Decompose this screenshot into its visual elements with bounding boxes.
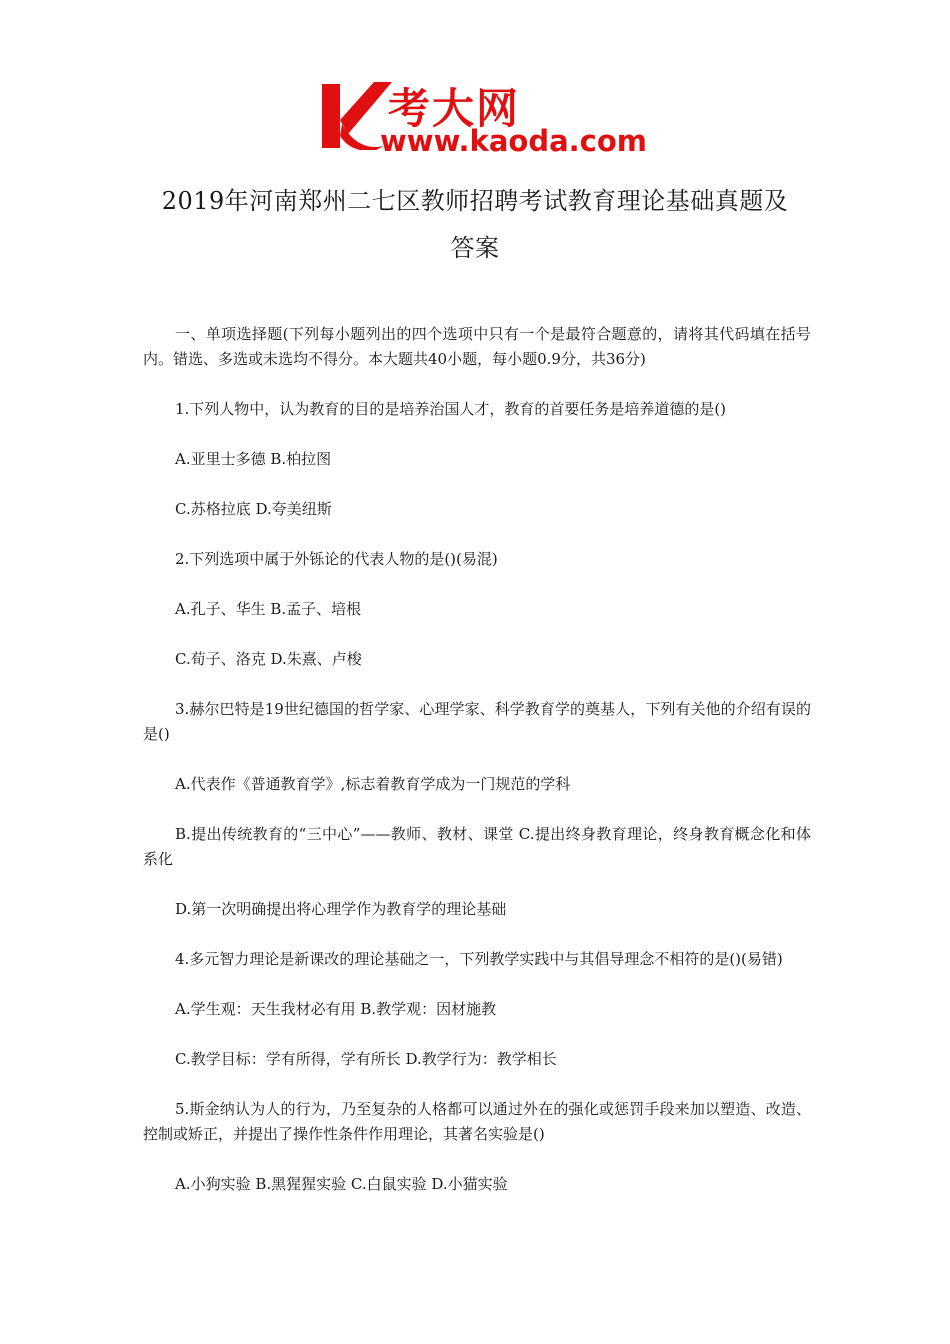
question-5-options: A.小狗实验 B.黑猩猩实验 C.白鼠实验 D.小猫实验 xyxy=(175,1175,508,1193)
logo-url-text: www.kaoda.com xyxy=(380,124,647,158)
question-4-options-ab: A.学生观：天生我材必有用 B.教学观：因材施教 xyxy=(175,1000,497,1018)
question-1-options-ab: A.亚里士多德 B.柏拉图 xyxy=(175,450,332,468)
title-line-2: 答案 xyxy=(450,234,500,262)
document-body xyxy=(143,322,811,1222)
logo-brand-text: 考大网 xyxy=(388,84,521,133)
question-3-options-bc: B.提出传统教育的“三中心”——教师、教材、课堂 C.提出终身教育理论，终身教育概念化和体系化 xyxy=(143,825,811,868)
question-3-option-d: D.第一次明确提出将心理学作为教育学的理论基础 xyxy=(175,900,507,918)
question-1: 1.下列人物中，认为教育的目的是培养治国人才，教育的首要任务是培养道德的是() xyxy=(175,400,727,418)
question-4: 4.多元智力理论是新课改的理论基础之一，下列教学实践中与其倡导理念不相符的是()(易错) xyxy=(175,950,783,968)
question-5: 5.斯金纳认为人的行为，乃至复杂的人格都可以通过外在的强化或惩罚手段来加以塑造、改造、控制或矫正，并提出了操作性条件作用理论，其著名实验是() xyxy=(143,1100,811,1143)
question-2-options-ab: A.孔子、华生 B.孟子、培根 xyxy=(175,600,362,618)
question-3-option-a: A.代表作《普通教育学》,标志着教育学成为一门规范的学科 xyxy=(175,775,571,793)
question-2: 2.下列选项中属于外铄论的代表人物的是()(易混) xyxy=(175,550,498,568)
question-1-options-cd: C.苏格拉底 D.夸美纽斯 xyxy=(175,500,332,518)
kaoda-logo xyxy=(318,80,647,160)
question-4-options-cd: C.教学目标：学有所得，学有所长 D.教学行为：教学相长 xyxy=(175,1050,557,1068)
title-line-1: 2019年河南郑州二七区教师招聘考试教育理论基础真题及 xyxy=(161,187,789,215)
section-instructions: 一、单项选择题(下列每小题列出的四个选项中只有一个是最符合题意的，请将其代码填在括号内。错选、多选或未选均不得分。本大题共40小题，每小题0.9分，共36分) xyxy=(143,325,811,368)
question-2-options-cd: C.荀子、洛克 D.朱熹、卢梭 xyxy=(175,650,362,668)
question-3: 3.赫尔巴特是19世纪德国的哲学家、心理学家、科学教育学的奠基人，下列有关他的介绍有误的是() xyxy=(143,700,811,743)
document-title xyxy=(120,178,830,272)
